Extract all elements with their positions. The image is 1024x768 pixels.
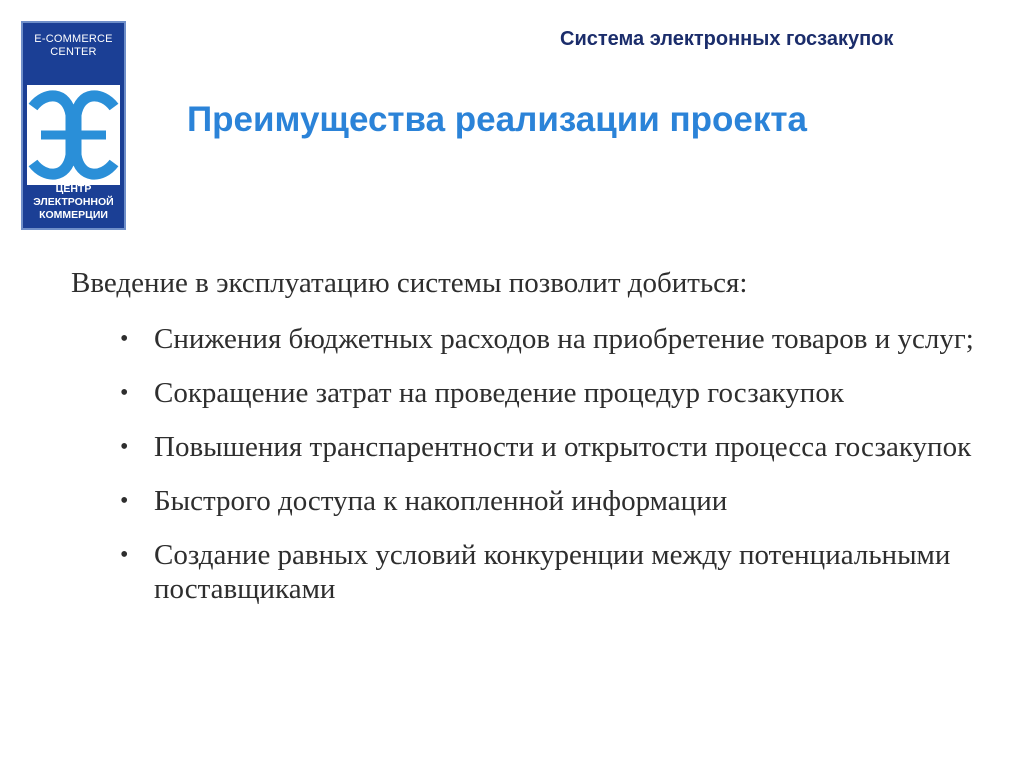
list-item-text: Быстрого доступа к накопленной информации [154,485,728,517]
list-item [120,322,1000,356]
list-item [120,484,1000,518]
header-caption: Система электронных госзакупок [560,28,894,50]
bullet-icon: • [120,488,129,514]
list-item-text: Создание равных условий конкуренции между потенциальными поставщиками [154,539,951,605]
logo-bottom-text: ЦЕНТР ЭЛЕКТРОННОЙ КОММЕРЦИИ [33,183,114,221]
bullet-icon: • [120,326,129,352]
list-item-text: Снижения бюджетных расходов на приобретение товаров и услуг; [154,323,974,355]
bullet-icon: • [120,380,129,406]
list-item [120,376,1000,410]
list-item-text: Повышения транспарентности и открытости процесса госзакупок [154,431,972,463]
page-title: Преимущества реализации проекта [187,100,808,139]
logo-ee-mark-icon [27,85,120,185]
list-item [120,538,1000,606]
company-logo [21,21,126,230]
intro-text: Введение в эксплуатацию системы позволит добиться: [71,267,748,299]
list-item [120,430,1000,464]
advantages-list [120,322,1000,626]
bullet-icon: • [120,434,129,460]
list-item-text: Сокращение затрат на проведение процедур госзакупок [154,377,844,409]
bullet-icon: • [120,542,129,568]
logo-top-text: E-COMMERCE CENTER [34,33,113,58]
